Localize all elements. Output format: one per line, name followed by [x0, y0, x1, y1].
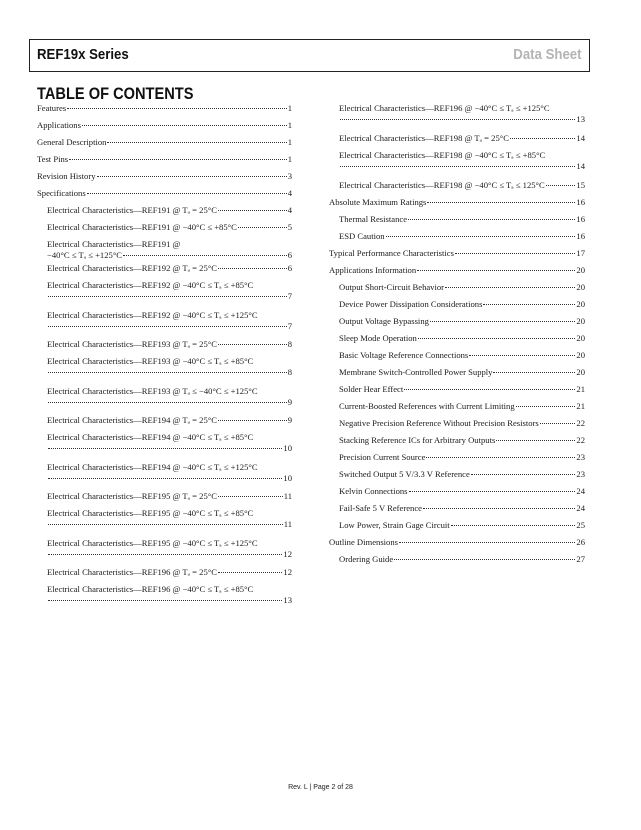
toc-entry-page: 23 [576, 452, 585, 462]
dot-leader [340, 166, 575, 167]
toc-entry-title: Kelvin Connections [339, 486, 408, 496]
dot-leader [48, 524, 283, 525]
toc-entry-title: Electrical Characteristics—REF198 @ Tₐ = 25°C [339, 133, 509, 143]
toc-entry-title: Electrical Characteristics—REF193 @ Tₐ ≤ −40°C ≤ +125°C [47, 386, 258, 396]
toc-entry-title: Electrical Characteristics—REF195 @ −40°C ≤ Tₐ ≤ +85°C [47, 508, 254, 518]
toc-entry[interactable] [37, 154, 292, 165]
toc-entry-page: 20 [576, 265, 585, 275]
dot-leader [340, 119, 575, 120]
toc-entry-title: Electrical Characteristics—REF194 @ −40°C ≤ Tₐ ≤ +85°C [47, 432, 254, 442]
toc-entry-title: Sleep Mode Operation [339, 333, 417, 343]
toc-entry-page: 12 [283, 567, 292, 577]
toc-entry[interactable] [47, 386, 292, 408]
toc-entry-title: Electrical Characteristics—REF195 @ −40°C ≤ Tₐ ≤ +125°C [47, 538, 258, 548]
toc-entry[interactable] [47, 356, 292, 378]
toc-entry[interactable] [339, 367, 585, 378]
toc-entry-page: 21 [576, 401, 585, 411]
toc-entry-title: Current-Boosted References with Current Limiting [339, 401, 515, 411]
toc-entry-title: Specifications [37, 188, 86, 198]
dot-leader [218, 210, 287, 211]
toc-entry-title: Electrical Characteristics—REF198 @ −40°C ≤ Tₐ ≤ +85°C [339, 150, 546, 160]
dot-leader [48, 296, 287, 297]
document-type-label: Data Sheet [513, 46, 582, 63]
toc-entry-title: Electrical Characteristics—REF191 @ −40°C ≤ +85°C [47, 222, 237, 232]
toc-entry-page: 27 [576, 554, 585, 564]
toc-entry-page: 20 [576, 316, 585, 326]
toc-entry-title: Electrical Characteristics—REF196 @ −40°C ≤ Tₐ ≤ +125°C [339, 103, 550, 113]
toc-entry-title: Electrical Characteristics—REF194 @ Tₐ = 25°C [47, 415, 217, 425]
toc-entry-page: 5 [287, 222, 292, 232]
dot-leader [48, 326, 287, 327]
toc-entry-title: ESD Caution [339, 231, 385, 241]
dot-leader [67, 108, 287, 109]
toc-entry[interactable] [47, 432, 292, 454]
dot-leader [69, 159, 287, 160]
toc-entry-page: 9 [287, 415, 292, 425]
toc-entry[interactable] [339, 214, 585, 225]
toc-entry[interactable] [339, 469, 585, 480]
toc-entry-title: Electrical Characteristics—REF191 @ [47, 239, 181, 249]
toc-entry[interactable] [47, 310, 292, 332]
toc-entry-title: Low Power, Strain Gage Circuit [339, 520, 450, 530]
toc-entry-page: 20 [576, 367, 585, 377]
toc-entry-page: 8 [287, 367, 292, 377]
toc-entry-page: 4 [287, 205, 292, 215]
toc-entry-page: 11 [283, 491, 292, 501]
toc-entry[interactable] [47, 415, 292, 426]
toc-entry[interactable] [339, 503, 585, 514]
toc-entry[interactable] [47, 222, 292, 233]
toc-entry[interactable] [339, 418, 585, 429]
toc-entry-title: Precision Current Source [339, 452, 426, 462]
toc-entry[interactable] [329, 265, 585, 276]
dot-leader [87, 193, 287, 194]
dot-leader [483, 304, 575, 305]
dot-leader [510, 138, 575, 139]
toc-entry-title: Electrical Characteristics—REF196 @ −40°C ≤ Tₐ ≤ +85°C [47, 584, 254, 594]
toc-entry-title: Solder Hear Effect [339, 384, 404, 394]
toc-entry-page: 6 [287, 250, 292, 260]
toc-entry-title: Stacking Reference ICs for Arbitrary Outputs [339, 435, 496, 445]
toc-entry-title: Electrical Characteristics—REF193 @ −40°C ≤ Tₐ ≤ +85°C [47, 356, 254, 366]
toc-entry-title: Applications [37, 120, 81, 130]
toc-entry-title: Electrical Characteristics—REF191 @ Tₐ = 25°C [47, 205, 217, 215]
dot-leader [469, 355, 575, 356]
toc-entry[interactable] [37, 188, 292, 199]
toc-entry[interactable] [47, 280, 292, 302]
toc-entry-page: 24 [576, 486, 585, 496]
dot-leader [451, 525, 576, 526]
dot-leader [218, 268, 287, 269]
toc-entry-title: Test Pins [37, 154, 69, 164]
dot-leader [48, 478, 282, 479]
toc-entry[interactable] [47, 538, 292, 560]
toc-entry[interactable] [37, 120, 292, 131]
toc-entry-page: 20 [576, 350, 585, 360]
toc-entry-title: Typical Performance Characteristics [329, 248, 454, 258]
toc-entry-title-cont: −40°C ≤ Tₐ ≤ +125°C [47, 250, 122, 260]
toc-entry[interactable] [47, 508, 292, 530]
dot-leader [48, 600, 282, 601]
toc-entry-page: 3 [287, 171, 292, 181]
page-header [29, 39, 590, 72]
dot-leader [426, 457, 575, 458]
toc-entry[interactable] [329, 197, 585, 208]
dot-leader [496, 440, 575, 441]
toc-entry-title: Electrical Characteristics—REF198 @ −40°C ≤ Tₐ ≤ 125°C [339, 180, 545, 190]
toc-entry-page: 11 [283, 519, 292, 529]
toc-entry-title: Features [37, 103, 67, 113]
toc-entry[interactable] [339, 231, 585, 242]
toc-entry-page: 10 [283, 473, 292, 483]
toc-entry-page: 7 [287, 291, 292, 301]
dot-leader [123, 255, 287, 256]
toc-entry[interactable] [47, 263, 292, 274]
toc-heading: TABLE OF CONTENTS [37, 84, 194, 103]
toc-entry-page: 15 [576, 180, 585, 190]
toc-entry-title: Applications Information [329, 265, 417, 275]
dot-leader [408, 219, 575, 220]
dot-leader [48, 372, 287, 373]
toc-entry[interactable] [339, 384, 585, 395]
toc-entry-title: Electrical Characteristics—REF194 @ −40°C ≤ Tₐ ≤ +125°C [47, 462, 258, 472]
toc-entry-title: Output Short-Circuit Behavior [339, 282, 445, 292]
dot-leader [48, 402, 287, 403]
toc-entry[interactable] [47, 205, 292, 216]
toc-entry-title: Switched Output 5 V/3.3 V Reference [339, 469, 470, 479]
dot-leader [455, 253, 575, 254]
toc-entry-page: 22 [576, 418, 585, 428]
toc-entry[interactable] [339, 401, 585, 412]
toc-entry-page: 16 [576, 197, 585, 207]
toc-entry[interactable] [47, 584, 292, 606]
toc-entry-page: 20 [576, 282, 585, 292]
toc-entry-page: 16 [576, 214, 585, 224]
toc-entry-page: 22 [576, 435, 585, 445]
toc-entry-page: 14 [576, 133, 585, 143]
dot-leader [423, 508, 575, 509]
dot-leader [516, 406, 576, 407]
toc-entry-page: 23 [576, 469, 585, 479]
toc-entry-title: Ordering Guide [339, 554, 394, 564]
toc-entry-page: 13 [576, 114, 585, 124]
toc-entry-title: Electrical Characteristics—REF196 @ Tₐ = 25°C [47, 567, 217, 577]
toc-entry-page: 26 [576, 537, 585, 547]
toc-entry-page: 1 [287, 103, 292, 113]
toc-entry[interactable] [37, 137, 292, 148]
toc-entry[interactable] [339, 316, 585, 327]
dot-leader [218, 344, 287, 345]
toc-entry-title: Electrical Characteristics—REF192 @ Tₐ = 25°C [47, 263, 217, 273]
toc-entry[interactable] [339, 299, 585, 310]
toc-entry[interactable] [329, 537, 585, 548]
dot-leader [427, 202, 575, 203]
dot-leader [418, 338, 576, 339]
dot-leader [238, 227, 287, 228]
toc-entry-title: Revision History [37, 171, 96, 181]
toc-entry[interactable] [339, 520, 585, 531]
toc-entry-title: Electrical Characteristics—REF192 @ −40°C ≤ Tₐ ≤ +125°C [47, 310, 258, 320]
toc-entry[interactable] [339, 103, 585, 125]
toc-entry-title: Electrical Characteristics—REF195 @ Tₐ = 25°C [47, 491, 217, 501]
toc-entry[interactable] [339, 435, 585, 446]
toc-entry[interactable] [37, 103, 292, 114]
toc-entry[interactable] [37, 171, 292, 182]
toc-entry-page: 17 [576, 248, 585, 258]
toc-entry-title: General Description [37, 137, 107, 147]
toc-entry-page: 14 [576, 161, 585, 171]
toc-entry-page: 25 [576, 520, 585, 530]
toc-entry[interactable] [339, 333, 585, 344]
toc-entry-page: 7 [287, 321, 292, 331]
toc-entry[interactable] [339, 180, 585, 191]
dot-leader [430, 321, 575, 322]
toc-entry[interactable] [47, 339, 292, 350]
dot-leader [48, 448, 282, 449]
dot-leader [107, 142, 286, 143]
dot-leader [399, 542, 575, 543]
toc-entry-page: 1 [287, 137, 292, 147]
toc-entry-page: 8 [287, 339, 292, 349]
toc-entry-title: Basic Voltage Reference Connections [339, 350, 469, 360]
toc-entry-page: 4 [287, 188, 292, 198]
dot-leader [493, 372, 575, 373]
dot-leader [218, 420, 287, 421]
toc-entry-title: Thermal Resistance [339, 214, 408, 224]
toc-entry[interactable] [339, 486, 585, 497]
page-footer: Rev. L | Page 2 of 28 [288, 784, 353, 791]
toc-entry-page: 21 [576, 384, 585, 394]
dot-leader [409, 491, 576, 492]
toc-entry-title: Fail-Safe 5 V Reference [339, 503, 422, 513]
dot-leader [404, 389, 575, 390]
toc-entry[interactable] [47, 239, 292, 261]
dot-leader [386, 236, 576, 237]
dot-leader [445, 287, 575, 288]
toc-entry-page: 1 [287, 154, 292, 164]
toc-entry-page: 10 [283, 443, 292, 453]
toc-entry[interactable] [339, 554, 585, 565]
dot-leader [97, 176, 287, 177]
toc-entry-page: 16 [576, 231, 585, 241]
toc-entry[interactable] [339, 282, 585, 293]
toc-entry-title: Output Voltage Bypassing [339, 316, 429, 326]
toc-entry-page: 12 [283, 549, 292, 559]
dot-leader [546, 185, 576, 186]
dot-leader [417, 270, 575, 271]
document-title: REF19x Series [37, 46, 129, 63]
toc-entry[interactable] [339, 133, 585, 144]
dot-leader [471, 474, 576, 475]
toc-entry-page: 6 [287, 263, 292, 273]
toc-entry[interactable] [47, 491, 292, 502]
toc-entry[interactable] [329, 248, 585, 259]
toc-entry-title: Absolute Maximum Ratings [329, 197, 427, 207]
toc-entry-title: Electrical Characteristics—REF192 @ −40°C ≤ Tₐ ≤ +85°C [47, 280, 254, 290]
toc-entry-page: 20 [576, 299, 585, 309]
dot-leader [540, 423, 576, 424]
toc-entry-title: Membrane Switch-Controlled Power Supply [339, 367, 493, 377]
toc-entry[interactable] [47, 462, 292, 484]
dot-leader [48, 554, 282, 555]
toc-entry[interactable] [47, 567, 292, 578]
dot-leader [394, 559, 575, 560]
dot-leader [218, 572, 282, 573]
dot-leader [82, 125, 287, 126]
toc-entry-page: 9 [287, 397, 292, 407]
toc-entry-page: 1 [287, 120, 292, 130]
toc-entry-page: 20 [576, 333, 585, 343]
toc-entry[interactable] [339, 350, 585, 361]
toc-entry-page: 24 [576, 503, 585, 513]
toc-entry-title: Negative Precision Reference Without Precision Resistors [339, 418, 539, 428]
toc-entry-title: Electrical Characteristics—REF193 @ Tₐ = 25°C [47, 339, 217, 349]
toc-entry-page: 13 [283, 595, 292, 605]
toc-entry-title: Outline Dimensions [329, 537, 398, 547]
dot-leader [218, 496, 283, 497]
toc-entry[interactable] [339, 452, 585, 463]
toc-entry-title: Device Power Dissipation Considerations [339, 299, 483, 309]
toc-entry[interactable] [339, 150, 585, 172]
